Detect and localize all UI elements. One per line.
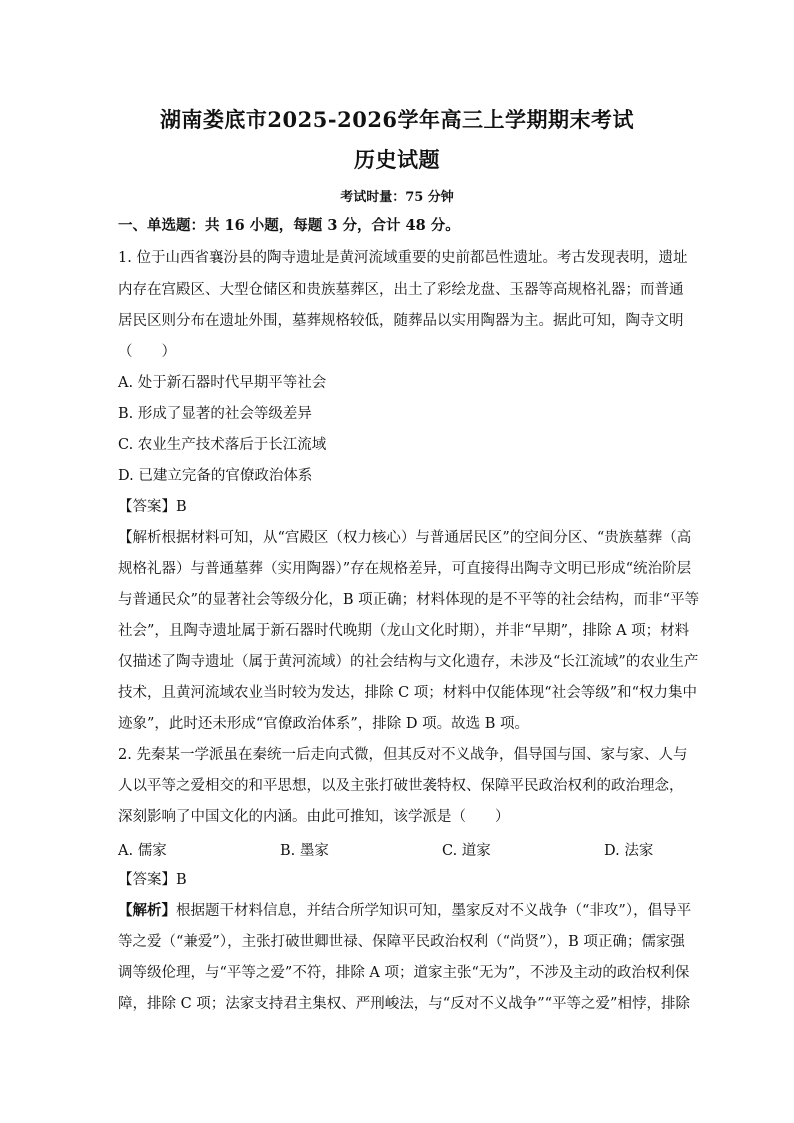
section-header: 一、单选题：共 16 小题，每题 3 分，合计 48 分。 [118,217,460,234]
q2-analysis-text: 根据题干材料信息，并结合所学知识可知，墨家反对不义战争（“非攻”），倡导平 [176,903,692,919]
q2-analysis-line: 障，排除 C 项；法家支持君主集权、严刑峻法，与“反对不义战争”“平等之爱”相悖，排除 [118,996,690,1012]
q2-answer: 【答案】B [118,872,187,888]
document-subtitle: 历史试题 [354,147,440,172]
q2-stem-line: 2. 先秦某一学派虽在秦统一后走向式微，但其反对不义战争，倡导国与国、家与家、人与 [118,747,688,763]
q2-analysis-line: 调等级伦理，与“平等之爱”不符，排除 A 项；道家主张“无为”，不涉及主动的政治权利保 [118,965,690,981]
document-title: 湖南娄底市2025-2026学年高三上学期期末考试 [159,107,635,132]
q1-stem-line: 1. 位于山西省襄汾县的陶寺遗址是黄河流域重要的史前都邑性遗址。考古发现表明，遗址 [118,250,688,266]
q1-analysis-line: 【解析根据材料可知，从“宫殿区（权力核心）与普通居民区”的空间分区、“贵族墓葬（高 [118,530,692,546]
q2-stem-line: 人以平等之爱相交的和平思想，以及主张打破世袭特权、保障平民政治权利的政治理念， [118,778,684,794]
q1-analysis-line: 规格礼器）与普通墓葬（实用陶器）”存在规格差异，可直接得出陶寺文明已形成“统治阶层 [118,561,692,577]
q2-option-c: C. 道家 [442,843,491,859]
q2-option-d: D. 法家 [604,843,654,859]
q1-option-c: C. 农业生产技术落后于长江流域 [118,437,327,453]
q2-option-b: B. 墨家 [280,843,329,859]
q2-stem-line: 深刻影响了中国文化的内涵。由此可推知，该学派是（ ） [118,809,510,825]
q1-option-d: D. 已建立完备的官僚政治体系 [118,468,313,484]
q1-answer: 【答案】B [118,499,187,515]
q1-stem-line: 居民区则分布在遗址外围，墓葬规格较低，随葬品以实用陶器为主。据此可知，陶寺文明 [118,313,684,329]
q1-analysis-line: 仅描述了陶寺遗址（属于黄河流域）的社会结构与文化遗存，未涉及“长江流域”的农业生产 [118,654,699,670]
exam-time: 考试时量：75 分钟 [340,190,454,205]
q1-option-a: A. 处于新石器时代早期平等社会 [118,375,327,391]
q2-analysis-line [118,901,692,921]
q1-stem-line: （ ） [118,344,176,360]
q1-analysis-line: 社会”，且陶寺遗址属于新石器时代晚期（龙山文化时期），并非“早期”，排除 A 项；材料 [118,623,690,639]
q1-stem-line: 内存在宫殿区、大型仓储区和贵族墓葬区，出土了彩绘龙盘、玉器等高规格礼器；而普通 [118,282,684,298]
q1-analysis-line: 与普通民众”的显著社会等级分化，B 项正确；材料体现的是不平等的社会结构，而非“平等 [118,592,700,608]
q2-option-a: A. 儒家 [118,843,167,859]
q1-analysis-line: 迹象”，此时还未形成“官僚政治体系”，排除 D 项。故选 B 项。 [118,716,529,732]
q2-analysis-line: 等之爱（“兼爱”），主张打破世卿世禄、保障平民政治权利（“尚贤”），B 项正确；儒家强 [118,934,685,950]
q2-analysis-label: 【解析】 [118,902,176,919]
q1-analysis-line: 技术，且黄河流域农业当时较为发达，排除 C 项；材料中仅能体现“社会等级”和“权力集中 [118,685,698,701]
q1-option-b: B. 形成了显著的社会等级差异 [118,406,312,422]
